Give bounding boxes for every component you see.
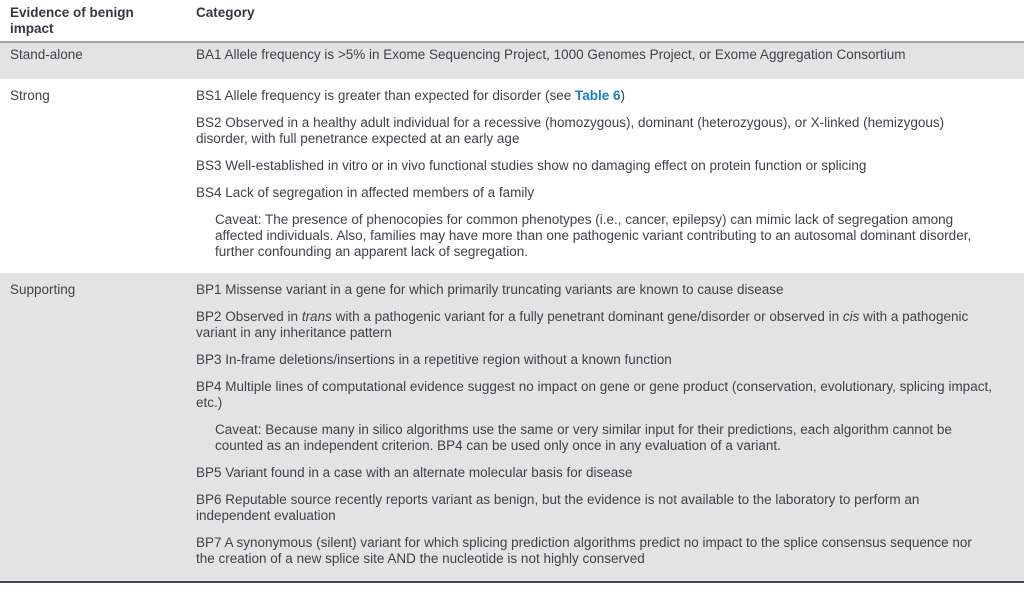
criterion-bp5: BP5 Variant found in a case with an alternate molecular basis for disease xyxy=(196,465,633,480)
section-supporting xyxy=(0,273,1024,583)
section-label-stand-alone: Stand-alone xyxy=(10,47,83,62)
bs1-text-pre: BS1 Allele frequency is greater than expected for disorder (see xyxy=(196,88,575,103)
section-strong xyxy=(0,79,1024,273)
bp2-italic-cis: cis xyxy=(842,309,860,324)
bp2-italic-trans: trans xyxy=(301,309,332,324)
section-label-strong: Strong xyxy=(10,88,50,103)
criterion-bp2 xyxy=(196,309,994,341)
table-6-link[interactable]: Table 6 xyxy=(574,88,621,103)
criterion-bp3: BP3 In-frame deletions/insertions in a repetitive region without a known function xyxy=(196,352,672,367)
criterion-bp7: BP7 A synonymous (silent) variant for which splicing prediction algorithms predict no impact to the splice consensus sequence nor the creation of a new splice site AND the nucleotide is not highly conserved xyxy=(196,535,972,566)
bp2-text-2: with a pathogenic variant for a fully penetrant dominant gene/disorder or observed in xyxy=(331,309,843,324)
criterion-bp6: BP6 Reputable source recently reports variant as benign, but the evidence is not available to the laboratory to perform an independent evaluation xyxy=(196,492,920,523)
column-header-evidence-of-benign-impact: Evidence of benign impact xyxy=(10,5,134,36)
criterion-ba1: BA1 Allele frequency is >5% in Exome Sequencing Project, 1000 Genomes Project, or Exome Aggregation Consortium xyxy=(196,47,906,62)
criterion-bs1 xyxy=(196,88,994,104)
caveat-bp4: Caveat: Because many in silico algorithms use the same or very similar input for their predictions, each algorithm cannot be counted as an independent criterion. BP4 can be used only once in any evaluation of a variant. xyxy=(215,422,952,453)
column-header-category: Category xyxy=(196,5,255,20)
criterion-bs3: BS3 Well-established in vitro or in vivo functional studies show no damaging effect on protein function or splicing xyxy=(196,158,867,173)
table-header-row xyxy=(0,0,1024,43)
section-stand-alone xyxy=(0,43,1024,79)
bs1-text-post: ) xyxy=(620,88,625,103)
criterion-bs2: BS2 Observed in a healthy adult individual for a recessive (homozygous), dominant (heterozygous), or X-linked (hemizygous) disorder, with full penetrance expected at an early age xyxy=(196,115,945,146)
caveat-bs4: Caveat: The presence of phenocopies for common phenotypes (i.e., cancer, epilepsy) can mimic lack of segregation among affected individuals. Also, families may have more than one pathogenic variant contributing to an autosomal dominant disorder, further confounding an apparent lack of segregation. xyxy=(215,212,972,259)
criterion-bp4: BP4 Multiple lines of computational evidence suggest no impact on gene or gene product (conservation, evolutionary, splicing impact, etc.) xyxy=(196,379,992,410)
bp2-text-3: with a pathogenic variant in any inheritance pattern xyxy=(196,309,969,340)
criterion-bs4: BS4 Lack of segregation in affected members of a family xyxy=(196,185,535,200)
section-label-supporting: Supporting xyxy=(10,282,76,297)
criterion-bp1: BP1 Missense variant in a gene for which primarily truncating variants are known to cause disease xyxy=(196,282,784,297)
bp2-text-1: BP2 Observed in xyxy=(196,309,302,324)
